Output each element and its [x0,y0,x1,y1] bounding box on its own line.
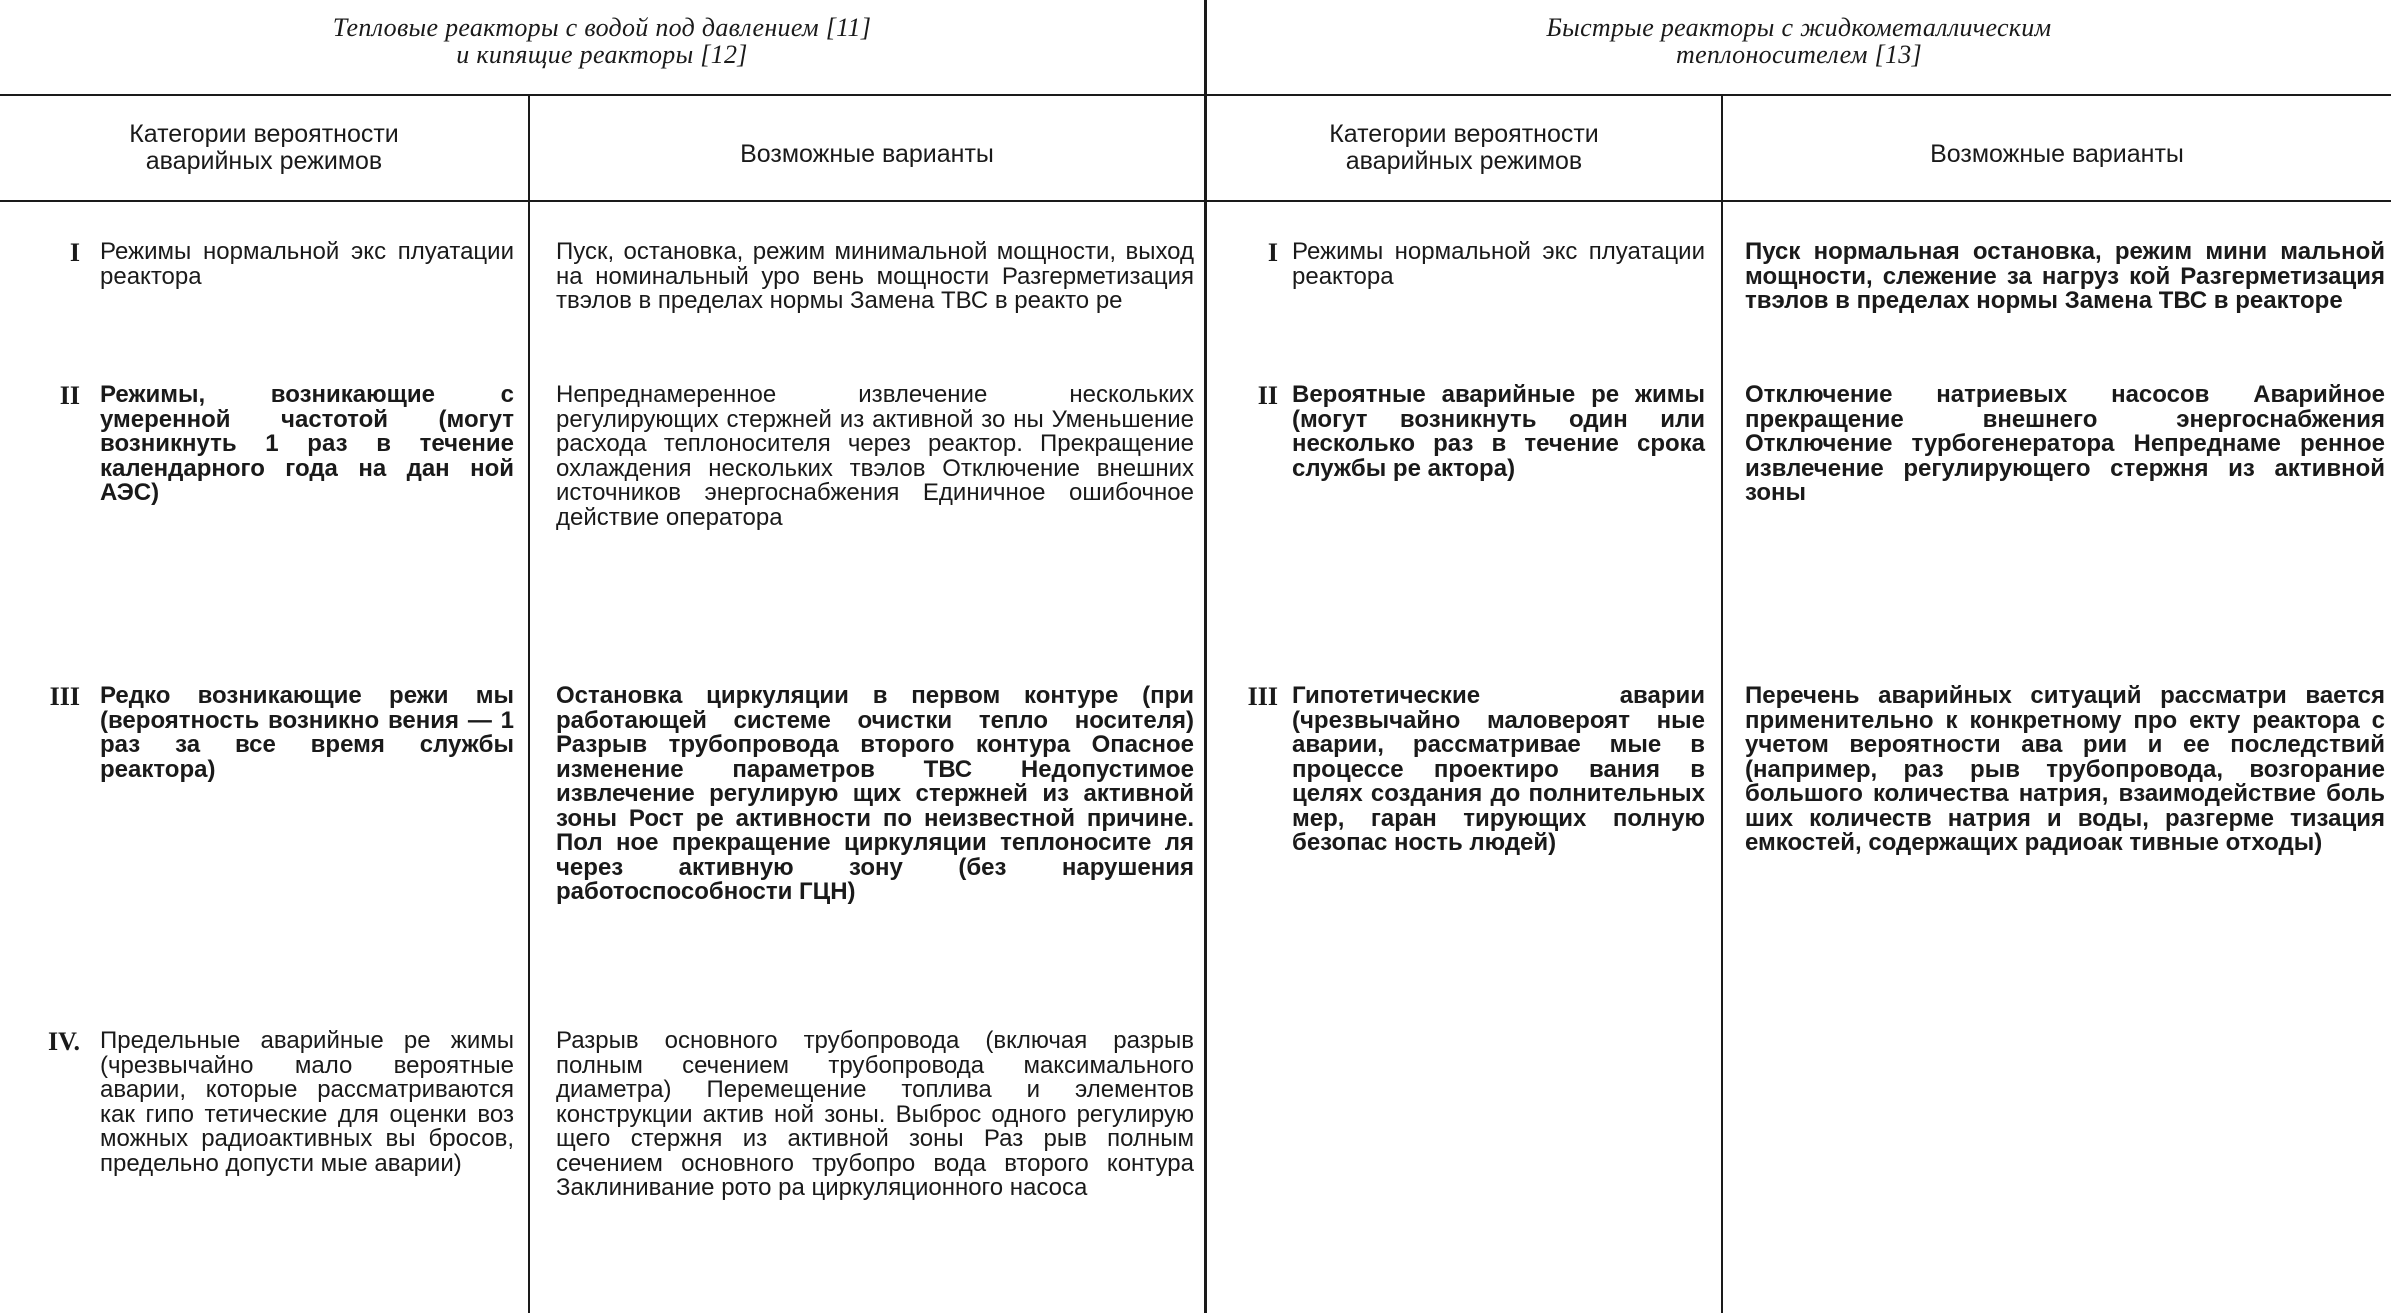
left-category-header [0,121,528,175]
right-category-header-line-2: аварийных режимов [1345,147,1583,175]
row-3-right-number: III [1247,682,1278,711]
right-section-title [1207,14,2391,68]
header-separator-line [0,94,2391,96]
column-header-separator-line [0,200,2391,202]
right-section-title-line-1: Быстрые реакторы с жидкометаллическим [1546,13,2052,42]
right-column-divider-line [1721,95,1723,1313]
row-4-left-category: Предельные аварийные ре жимы (чрезвычайно мало вероятные аварии, которые рассматриваются как гипо тетические для оценки воз можных радиоактивных вы бросов, предельно допусти мые аварии) [100,1027,514,1177]
row-1-right-variants: Пуск нормальная остановка, режим мини мальной мощности, слежение за нагруз кой Разгерметизация твэлов в пределах нормы Замена ТВС в реакторе [1745,238,2385,314]
row-2-left-number: II [59,381,80,410]
row-2-right-number: II [1257,381,1278,410]
right-variants-header [1723,141,2391,168]
row-3-left-variants: Остановка циркуляции в первом контуре (при работающей системе очистки тепло носителя) Разрыв трубопровода второго контура Опасное изменение параметров ТВС Недопустимое извлечение регулирую щих стержней из активной зоны Рост ре активности по неизвестной причине. Пол ное прекращение циркуляции теплоносите ля через активную зону (без нарушения работоспособности ГЦН) [556,682,1194,905]
row-3-left-category: Редко возникающие режи мы (вероятность возникно вения — 1 раз за все время службы реактора) [100,682,514,783]
row-4-left-number: IV. [47,1027,80,1056]
row-3-right-variants: Перечень аварийных ситуаций рассматри вается применительно к конкретному про екту реактора с учетом вероятности ава рии и ее последствий (например, раз рыв трубопровода, возгорание большого количества натрия, взаимодействие боль ших количеств натрия и воды, разгерме тизация емкостей, содержащих радиоак тивные отходы) [1745,682,2385,856]
right-category-header-line-1: Категории вероятности [1329,120,1599,148]
row-1-left-category: Режимы нормальной экс плуатации реактора [100,238,514,290]
left-section-title-line-2: и кипящие реакторы [12] [456,40,748,69]
left-variants-header-text: Возможные варианты [740,140,994,168]
left-section-title-line-1: Тепловые реакторы с водой под давлением [11] [332,13,872,42]
row-2-left-variants: Непреднамеренное извлечение нескольких регулирующих стержней из активной зо ны Уменьшение расхода теплоносителя через реактор. Прекращение охлаждения нескольких твэлов Отключение внешних источников энергоснабжения Единичное ошибочное действие оператора [556,381,1194,531]
left-category-header-line-2: аварийных режимов [145,147,383,175]
row-1-right-number: I [1267,238,1278,267]
row-2-right-category: Вероятные аварийные ре жимы (могут возникнуть один или несколько раз в течение срока службы ре актора) [1292,381,1705,482]
row-1-left-number: I [69,238,80,267]
row-2-right-variants: Отключение натриевых насосов Аварийное прекращение внешнего энергоснабжения Отключение турбогенератора Непреднаме ренное извлечение регулирующего стержня из активной зоны [1745,381,2385,506]
row-1-right-category: Режимы нормальной экс плуатации реактора [1292,238,1705,290]
row-3-left-number: III [49,682,80,711]
right-section-title-line-2: теплоносителем [13] [1676,40,1922,69]
left-column-divider-line [528,95,530,1313]
row-2-left-category: Режимы, возникающие с умеренной частотой (могут возникнуть 1 раз в течение календарного года на дан ной АЭС) [100,381,514,506]
left-section-title [0,14,1204,68]
center-divider-line [1204,0,1207,1313]
right-variants-header-text: Возможные варианты [1930,140,2184,168]
row-4-left-variants: Разрыв основного трубопровода (включая разрыв полным сечением трубопровода максимального диаметра) Перемещение топлива и элементов конструкции актив ной зоны. Выброс одного регулирую щего стержня из активной зоны Раз рыв полным сечением основного трубопро вода второго контура Заклинивание рото ра циркуляционного насоса [556,1027,1194,1201]
row-3-right-category: Гипотетические аварии (чрезвычайно маловероят ные аварии, рассматривае мые в процессе проектиро вания в целях создания до полнительных мер, гаран тирующих полную безопас ность людей) [1292,682,1705,856]
right-category-header [1207,121,1721,175]
row-1-left-variants: Пуск, остановка, режим минимальной мощности, выход на номинальный уро вень мощности Разгерметизация твэлов в пределах нормы Замена ТВС в реакто ре [556,238,1194,314]
left-variants-header [530,141,1204,168]
left-category-header-line-1: Категории вероятности [129,120,399,148]
